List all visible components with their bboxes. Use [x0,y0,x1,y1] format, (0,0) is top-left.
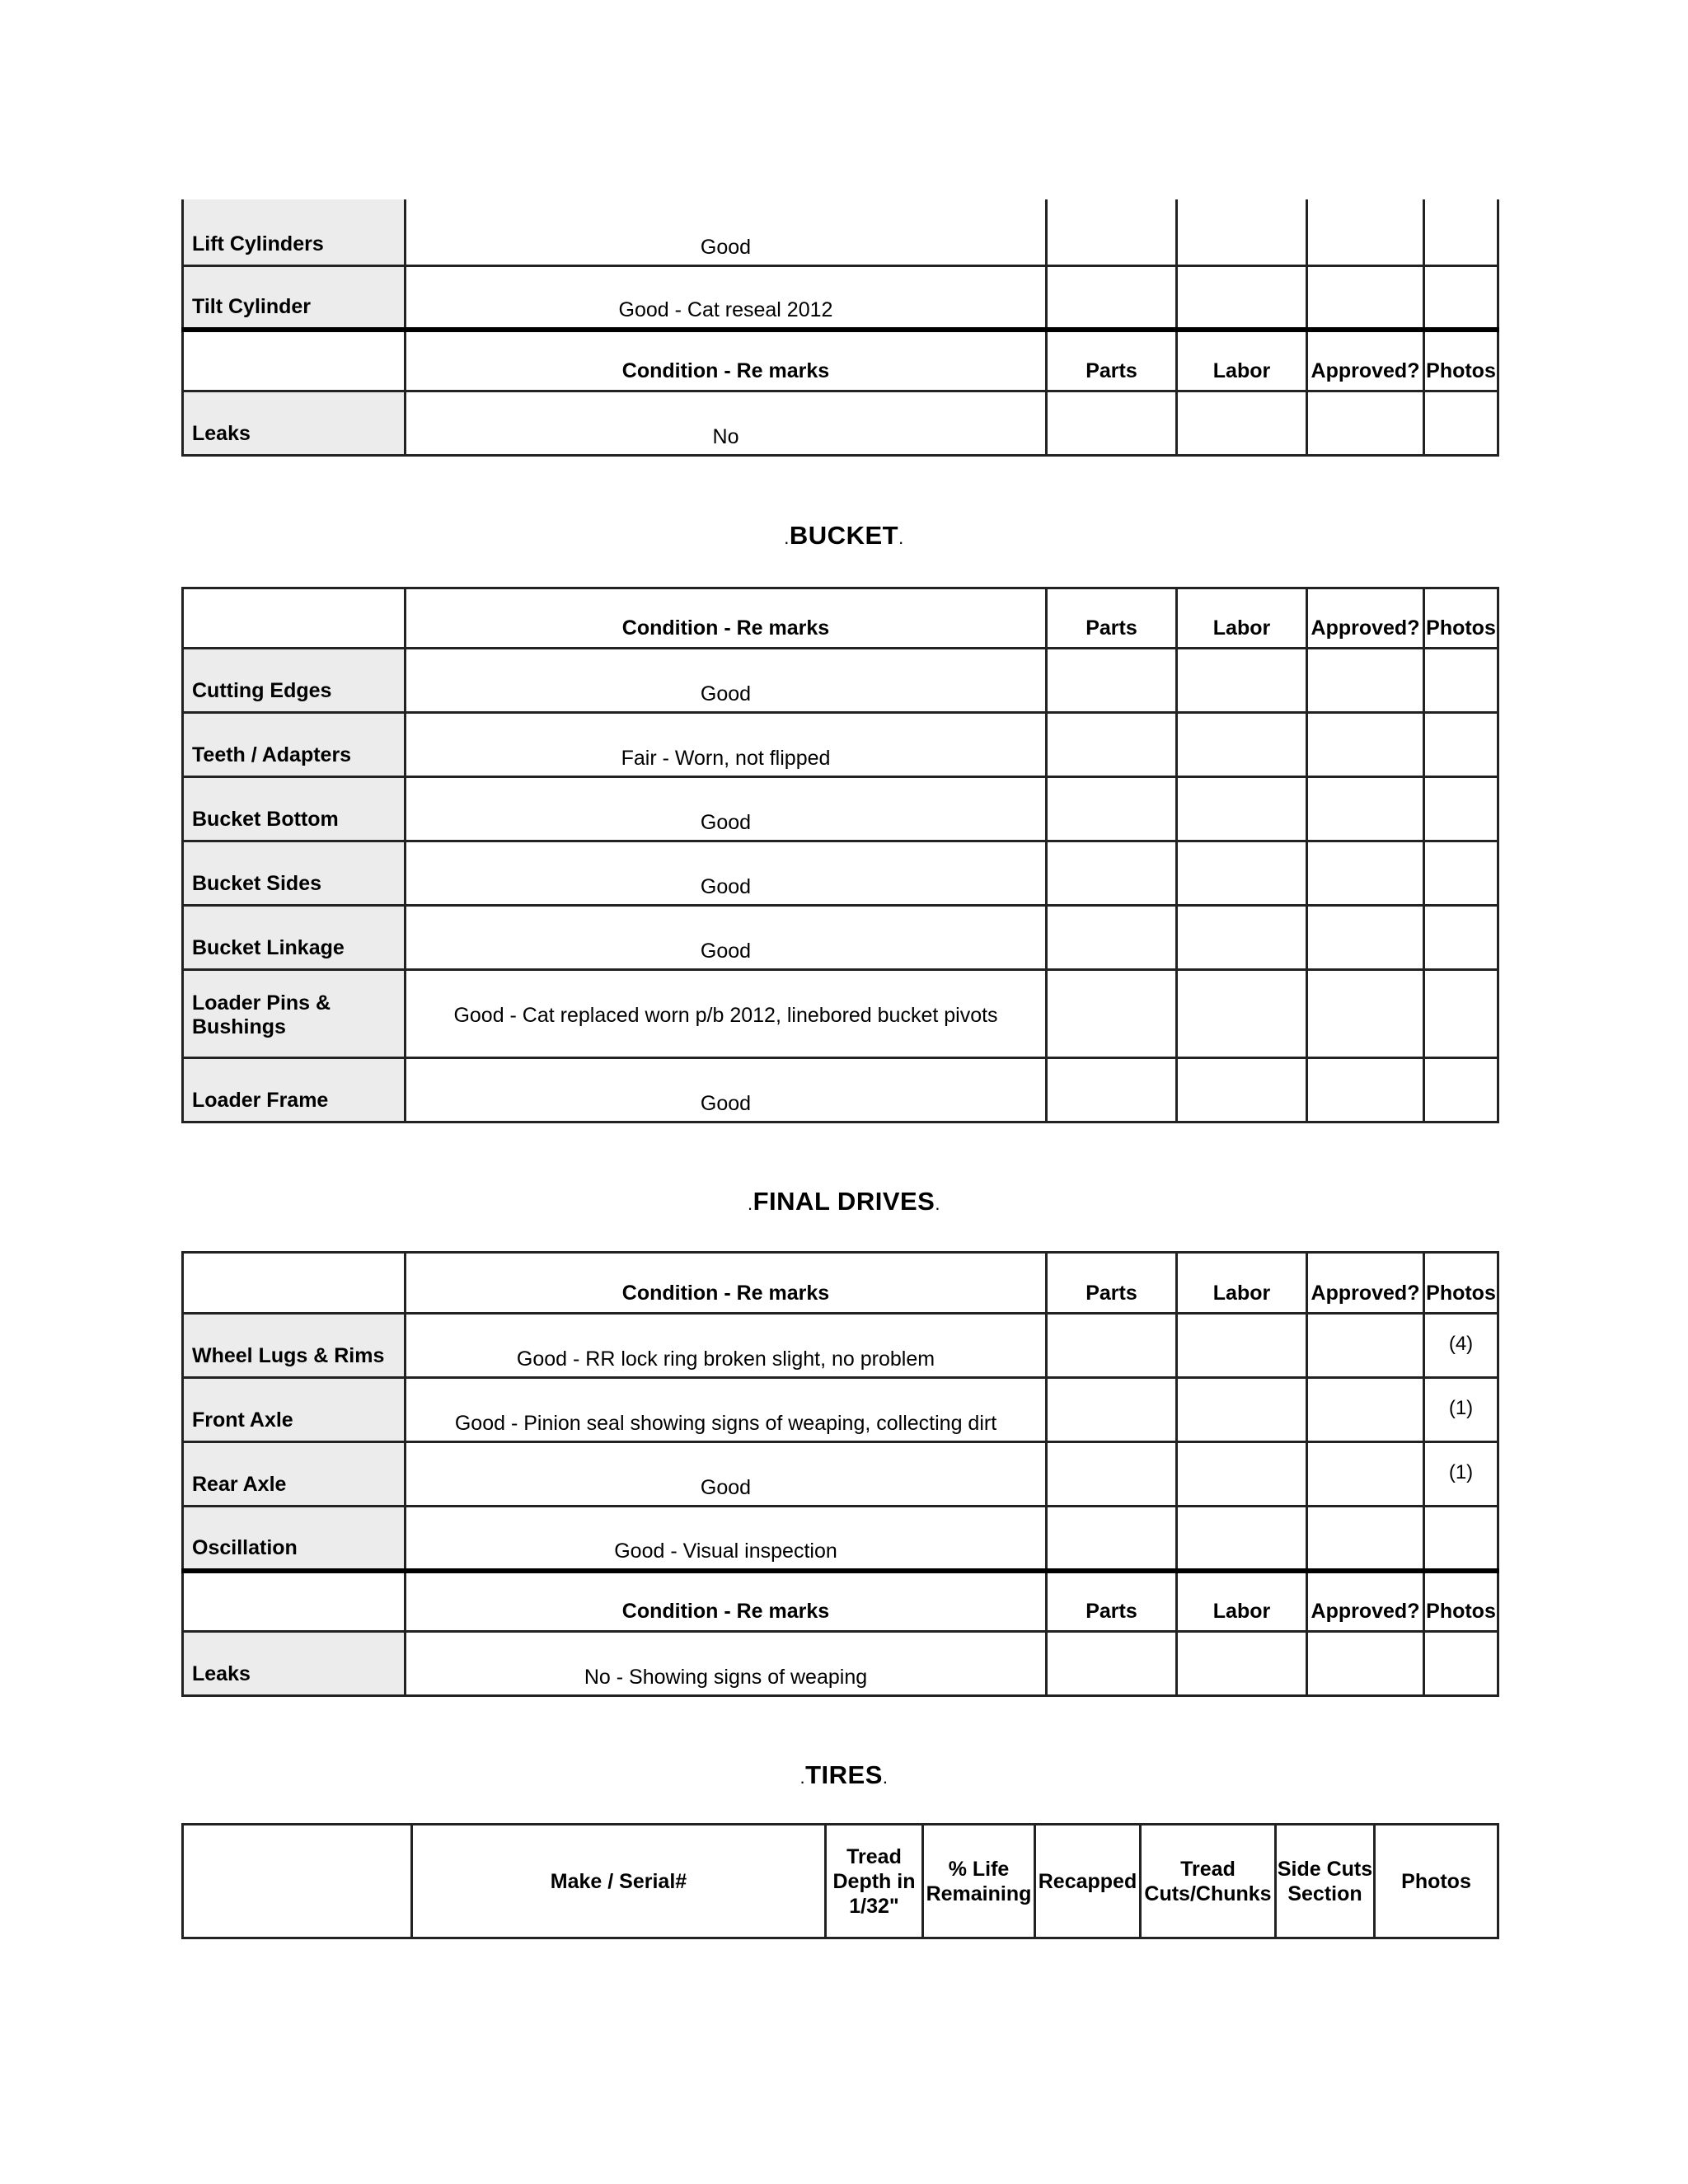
labor-cell [1177,1632,1307,1696]
row-remark: Good [406,906,1047,970]
photos-count: (4) [1424,1314,1498,1378]
row-label: Rear Axle [183,1442,406,1507]
parts-cell [1047,841,1177,906]
approved-cell [1307,649,1424,713]
header-condition: Condition - Re marks [406,330,1047,391]
header-blank-cell [183,588,406,649]
labor-cell [1177,970,1307,1058]
labor-cell [1177,649,1307,713]
tires-blank-cell [183,1825,412,1938]
labor-cell [1177,1314,1307,1378]
approved-cell [1307,841,1424,906]
parts-cell [1047,1507,1177,1571]
header-parts: Parts [1047,1253,1177,1314]
approved-cell [1307,1058,1424,1122]
title-dot: . [799,1767,806,1788]
row-remark: No - Showing signs of weaping [406,1632,1047,1696]
header-photos: Photos [1424,1253,1498,1314]
bucket-table [181,587,1499,1123]
row-label: Lift Cylinders [183,199,406,265]
photos-cell [1424,199,1498,265]
parts-cell [1047,777,1177,841]
photos-count [1424,1507,1498,1571]
header-labor: Labor [1177,1253,1307,1314]
header-parts: Parts [1047,330,1177,391]
header-approved: Approved? [1307,1253,1424,1314]
labor-cell [1177,713,1307,777]
tires-title: TIRES [805,1760,883,1789]
row-remark: Good [406,841,1047,906]
section-title-bucket [0,521,1688,551]
parts-cell [1047,649,1177,713]
row-label: Bucket Linkage [183,906,406,970]
approved-cell [1307,1378,1424,1442]
header-blank-cell [183,1253,406,1314]
approved-cell [1307,1314,1424,1378]
row-remark: Good - Pinion seal showing signs of weaping, collecting dirt [406,1378,1047,1442]
approved-cell [1307,970,1424,1058]
header-approved: Approved? [1307,1571,1424,1632]
final-drives-table [181,1251,1499,1697]
row-remark: Good [406,199,1047,265]
row-remark: Good [406,649,1047,713]
header-photos: Photos [1424,588,1498,649]
row-label: Bucket Sides [183,841,406,906]
parts-cell [1047,1378,1177,1442]
approved-cell [1307,713,1424,777]
parts-cell [1047,1632,1177,1696]
header-labor: Labor [1177,588,1307,649]
section-title-final-drives [0,1187,1688,1216]
labor-cell [1177,906,1307,970]
header-side-cuts: Side Cuts Section [1276,1825,1375,1938]
header-condition: Condition - Re marks [406,1571,1047,1632]
photos-cell [1424,841,1498,906]
approved-cell [1307,265,1424,330]
parts-cell [1047,713,1177,777]
row-remark: No [406,391,1047,455]
title-dot: . [784,527,790,548]
parts-cell [1047,906,1177,970]
header-approved: Approved? [1307,588,1424,649]
row-remark: Good - RR lock ring broken slight, no problem [406,1314,1047,1378]
row-remark: Fair - Worn, not flipped [406,713,1047,777]
header-labor: Labor [1177,1571,1307,1632]
photos-cell [1424,777,1498,841]
photos-count: (1) [1424,1378,1498,1442]
parts-cell [1047,199,1177,265]
final-drives-title: FINAL DRIVES [753,1187,935,1216]
labor-cell [1177,391,1307,455]
row-label: Cutting Edges [183,649,406,713]
title-dot: . [935,1193,940,1214]
row-label: Bucket Bottom [183,777,406,841]
photos-cell [1424,906,1498,970]
approved-cell [1307,777,1424,841]
row-label: Teeth / Adapters [183,713,406,777]
approved-cell [1307,1442,1424,1507]
header-parts: Parts [1047,588,1177,649]
header-life-remaining: % Life Remaining [923,1825,1035,1938]
row-remark: Good - Visual inspection [406,1507,1047,1571]
photos-cell [1424,970,1498,1058]
photos-cell [1424,1632,1498,1696]
parts-cell [1047,391,1177,455]
row-remark: Good - Cat replaced worn p/b 2012, linebored bucket pivots [406,970,1047,1058]
row-label: Leaks [183,391,406,455]
header-approved: Approved? [1307,330,1424,391]
title-dot: . [748,1193,753,1214]
header-make-serial: Make / Serial# [412,1825,826,1938]
header-blank-cell [183,1571,406,1632]
parts-cell [1047,1314,1177,1378]
photos-cell [1424,265,1498,330]
approved-cell [1307,906,1424,970]
photos-cell [1424,713,1498,777]
row-label: Wheel Lugs & Rims [183,1314,406,1378]
labor-cell [1177,1378,1307,1442]
row-label: Front Axle [183,1378,406,1442]
parts-cell [1047,265,1177,330]
header-photos: Photos [1424,330,1498,391]
approved-cell [1307,1632,1424,1696]
labor-cell [1177,1442,1307,1507]
title-dot: . [898,527,904,548]
header-tread-cuts: Tread Cuts/Chunks [1141,1825,1276,1938]
photos-count: (1) [1424,1442,1498,1507]
header-condition: Condition - Re marks [406,1253,1047,1314]
row-label: Leaks [183,1632,406,1696]
header-photos: Photos [1424,1571,1498,1632]
bucket-title: BUCKET [789,521,899,550]
row-remark: Good - Cat reseal 2012 [406,265,1047,330]
parts-cell [1047,1058,1177,1122]
row-remark: Good [406,1442,1047,1507]
title-dot: . [882,1767,889,1788]
tires-table [181,1823,1499,1939]
header-parts: Parts [1047,1571,1177,1632]
header-blank-cell [183,330,406,391]
section-title-tires [0,1760,1688,1790]
labor-cell [1177,1058,1307,1122]
labor-cell [1177,1507,1307,1571]
photos-cell [1424,649,1498,713]
header-condition: Condition - Re marks [406,588,1047,649]
labor-cell [1177,777,1307,841]
header-recapped: Recapped [1035,1825,1141,1938]
header-photos: Photos [1375,1825,1498,1938]
header-labor: Labor [1177,330,1307,391]
parts-cell [1047,970,1177,1058]
parts-cell [1047,1442,1177,1507]
row-label: Loader Pins & Bushings [183,970,406,1058]
photos-cell [1424,1058,1498,1122]
photos-cell [1424,391,1498,455]
approved-cell [1307,199,1424,265]
top-inspection-table [181,199,1499,457]
labor-cell [1177,265,1307,330]
row-remark: Good [406,777,1047,841]
row-remark: Good [406,1058,1047,1122]
approved-cell [1307,1507,1424,1571]
header-tread-depth: Tread Depth in 1/32" [826,1825,923,1938]
row-label: Oscillation [183,1507,406,1571]
row-label: Tilt Cylinder [183,265,406,330]
approved-cell [1307,391,1424,455]
labor-cell [1177,841,1307,906]
row-label: Loader Frame [183,1058,406,1122]
labor-cell [1177,199,1307,265]
